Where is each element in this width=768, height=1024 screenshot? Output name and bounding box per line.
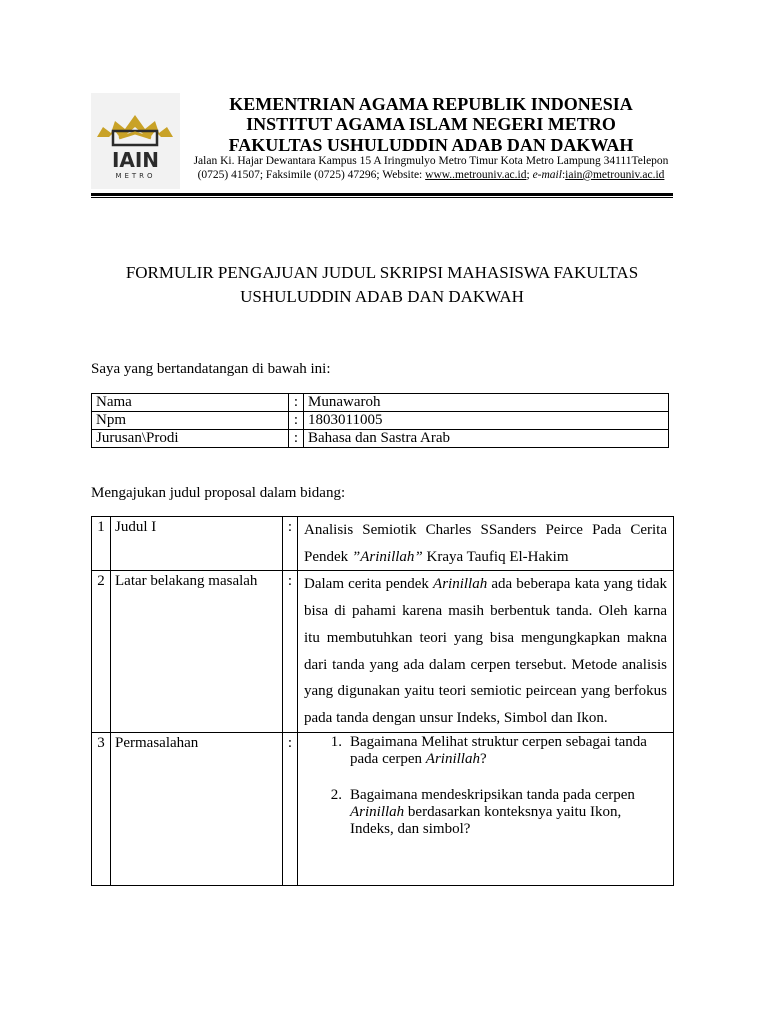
list-item: 1. Bagaimana Melihat struktur cerpen sebagai tanda pada cerpen Arinillah?: [330, 733, 647, 767]
form-title-line-1: FORMULIR PENGAJUAN JUDUL SKRIPSI MAHASISWA FAKULTAS: [125, 263, 639, 282]
identity-sep: :: [289, 394, 304, 412]
identity-sep: :: [289, 412, 304, 430]
problem-value: [298, 732, 674, 885]
table-row: [92, 394, 669, 412]
form-title-line-2: USHULUDDIN ADAB DAN DAKWAH: [240, 287, 524, 306]
row-number: 2: [92, 571, 111, 732]
table-row: [92, 412, 669, 430]
list-item: 2. Bagaimana mendeskripsikan tanda pada cerpen Arinillah berdasarkan konteksnya yaitu Ikon, Indeks, dan simbol?: [330, 786, 635, 837]
table-row: [92, 430, 669, 448]
ministry-name: KEMENTRIAN AGAMA REPUBLIK INDONESIA: [229, 94, 633, 114]
table-row: [92, 571, 674, 732]
identity-sep: :: [289, 430, 304, 448]
identity-table: [91, 393, 669, 448]
header-divider-thin: [91, 197, 673, 198]
identity-label: Nama: [92, 394, 289, 412]
svg-text:METRO: METRO: [115, 172, 156, 180]
institution-logo: [91, 93, 180, 189]
row-label: Judul I: [111, 517, 283, 571]
table-row: [92, 517, 674, 571]
identity-value-npm: 1803011005: [304, 412, 669, 430]
title-value: Analisis Semiotik Charles SSanders Peirce Pada Cerita Pendek ”Arinillah” Kraya Taufiq El-Hakim: [298, 517, 674, 571]
row-label: Permasalahan: [111, 732, 283, 885]
address-line-1: Jalan Ki. Hajar Dewantara Kampus 15 A Iringmulyo Metro Timur Kota Metro Lampung 34111Telepon: [193, 155, 669, 167]
faculty-name: FAKULTAS USHULUDDIN ADAB DAN DAKWAH: [228, 135, 634, 155]
proposal-table: [91, 516, 674, 886]
row-sep: :: [283, 571, 298, 732]
header-divider: [91, 193, 673, 196]
identity-label: Npm: [92, 412, 289, 430]
background-value: Dalam cerita pendek Arinillah ada beberapa kata yang tidak bisa di pahami karena masih berbentuk tanda. Oleh karna itu membutuhkan teori yang bisa mengungkapkan makna dari tanda yang ada dalam cerpen tersebut. Metode analisis yang digunakan yaitu teori semiotic peircean yang berfokus pada tanda dengan unsur Indeks, Simbol dan Ikon.: [298, 571, 674, 732]
row-number: 1: [92, 517, 111, 571]
identity-label: Jurusan\Prodi: [92, 430, 289, 448]
row-label: Latar belakang masalah: [111, 571, 283, 732]
problem-list: [298, 734, 667, 838]
identity-value-program: Bahasa dan Sastra Arab: [304, 430, 669, 448]
row-sep: :: [283, 732, 298, 885]
email-link[interactable]: iain@metrouniv.ac.id: [565, 169, 665, 181]
svg-text:IAIN: IAIN: [111, 148, 160, 172]
intro-text: Saya yang bertandatangan di bawah ini:: [91, 361, 331, 377]
address-line-2: (0725) 41507; Faksimile (0725) 47296; Website: www..metrouniv.ac.id; e-mail:iain@metrouniv.ac.id: [197, 169, 665, 181]
website-link[interactable]: www..metrouniv.ac.id: [425, 169, 527, 181]
table-row: [92, 732, 674, 885]
iain-logo-icon: [91, 93, 180, 189]
proposal-intro-text: Mengajukan judul proposal dalam bidang:: [91, 485, 346, 501]
row-number: 3: [92, 732, 111, 885]
row-sep: :: [283, 517, 298, 571]
identity-value-name: Munawaroh: [304, 394, 669, 412]
institute-name: INSTITUT AGAMA ISLAM NEGERI METRO: [246, 114, 616, 134]
